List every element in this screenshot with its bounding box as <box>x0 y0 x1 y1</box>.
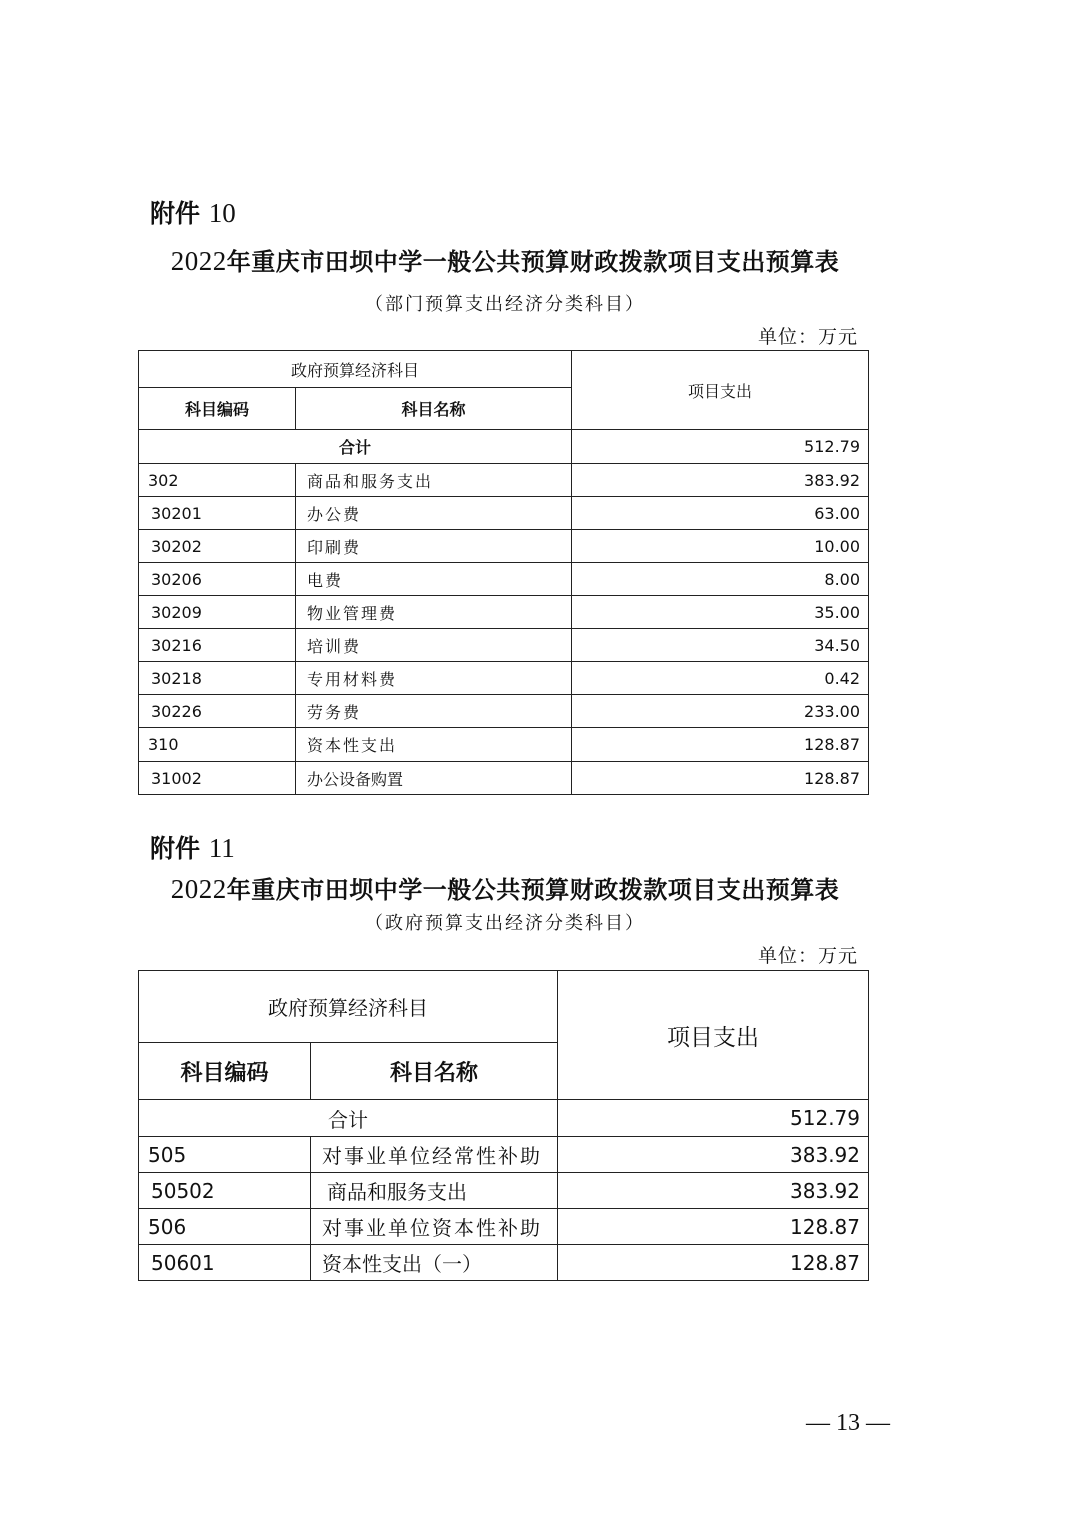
table-row <box>139 662 869 695</box>
code-cell: 30216 <box>139 629 296 662</box>
amount-cell: 34.50 <box>572 629 869 662</box>
table-row <box>139 563 869 596</box>
table-row <box>139 530 869 563</box>
name-cell: 电费 <box>296 563 572 596</box>
table-row <box>139 1173 869 1209</box>
name-cell: 对事业单位经常性补助 <box>311 1137 558 1173</box>
unit-label-2: 单位：万元 <box>757 945 858 967</box>
table-row <box>139 596 869 629</box>
table-row <box>139 1209 869 1245</box>
header-amount-cell: 项目支出 <box>558 971 869 1100</box>
code-cell: 506 <box>139 1209 311 1245</box>
code-cell: 30202 <box>139 530 296 563</box>
name-cell: 培训费 <box>296 629 572 662</box>
attachment-number: 11 <box>208 833 235 863</box>
header-amount-cell: 项目支出 <box>572 351 869 430</box>
name-cell: 对事业单位资本性补助 <box>311 1209 558 1245</box>
title-text: 年重庆市田坝中学一般公共预算财政拨款项目支出预算表 <box>226 876 840 904</box>
title-year: 2022 <box>170 246 227 276</box>
name-cell: 劳务费 <box>296 695 572 728</box>
table-row <box>139 762 869 795</box>
name-cell: 商品和服务支出 <box>296 464 572 497</box>
code-cell: 30218 <box>139 662 296 695</box>
table-row <box>139 695 869 728</box>
header-code-cell: 科目编码 <box>139 388 296 430</box>
amount-cell: 383.92 <box>558 1173 869 1209</box>
amount-cell: 10.00 <box>572 530 869 563</box>
amount-cell: 63.00 <box>572 497 869 530</box>
code-cell: 310 <box>139 728 296 762</box>
total-label-cell: 合计 <box>139 430 572 464</box>
page-number: — 13 — <box>806 1410 890 1436</box>
amount-cell: 128.87 <box>572 762 869 795</box>
table-subtitle-2: （政府预算支出经济分类科目） <box>365 913 645 934</box>
name-cell: 资本性支出 <box>296 728 572 762</box>
amount-cell: 233.00 <box>572 695 869 728</box>
attachment-number: 10 <box>208 198 236 228</box>
name-cell: 商品和服务支出 <box>311 1173 558 1209</box>
table-row <box>139 629 869 662</box>
table-title-1 <box>0 242 1010 277</box>
header-code-cell: 科目编码 <box>139 1043 311 1100</box>
budget-table-government <box>138 970 869 1281</box>
header-name-cell: 科目名称 <box>296 388 572 430</box>
name-cell: 办公设备购置 <box>296 762 572 795</box>
table-row <box>139 728 869 762</box>
attachment-label-11 <box>150 829 235 865</box>
amount-cell: 383.92 <box>572 464 869 497</box>
table-row <box>139 1137 869 1173</box>
amount-cell: 128.87 <box>572 728 869 762</box>
attachment-word: 附件 <box>150 834 201 863</box>
code-cell: 302 <box>139 464 296 497</box>
name-cell: 物业管理费 <box>296 596 572 629</box>
header-name-cell: 科目名称 <box>311 1043 558 1100</box>
name-cell: 资本性支出（一） <box>311 1245 558 1281</box>
code-cell: 505 <box>139 1137 311 1173</box>
amount-cell: 128.87 <box>558 1209 869 1245</box>
code-cell: 50601 <box>139 1245 311 1281</box>
table-row <box>139 464 869 497</box>
unit-label-1: 单位：万元 <box>757 326 858 348</box>
code-cell: 30201 <box>139 497 296 530</box>
code-cell: 31002 <box>139 762 296 795</box>
attachment-label-10 <box>150 194 236 230</box>
title-text: 年重庆市田坝中学一般公共预算财政拨款项目支出预算表 <box>226 248 840 276</box>
attachment-word: 附件 <box>150 199 201 228</box>
amount-cell: 128.87 <box>558 1245 869 1281</box>
header-row-group <box>139 971 869 1043</box>
code-cell: 30209 <box>139 596 296 629</box>
table-row <box>139 497 869 530</box>
table-subtitle-1: （部门预算支出经济分类科目） <box>365 294 645 315</box>
total-row <box>139 1100 869 1137</box>
name-cell: 印刷费 <box>296 530 572 563</box>
header-group-cell: 政府预算经济科目 <box>139 351 572 388</box>
total-amount-cell: 512.79 <box>558 1100 869 1137</box>
table-row <box>139 1245 869 1281</box>
amount-cell: 35.00 <box>572 596 869 629</box>
budget-table-department <box>138 350 869 795</box>
total-amount-cell: 512.79 <box>572 430 869 464</box>
code-cell: 30206 <box>139 563 296 596</box>
header-group-cell: 政府预算经济科目 <box>139 971 558 1043</box>
amount-cell: 383.92 <box>558 1137 869 1173</box>
name-cell: 办公费 <box>296 497 572 530</box>
header-row-group <box>139 351 869 388</box>
code-cell: 30226 <box>139 695 296 728</box>
name-cell: 专用材料费 <box>296 662 572 695</box>
amount-cell: 8.00 <box>572 563 869 596</box>
code-cell: 50502 <box>139 1173 311 1209</box>
amount-cell: 0.42 <box>572 662 869 695</box>
title-year: 2022 <box>170 874 227 904</box>
total-label-cell: 合计 <box>139 1100 558 1137</box>
total-row <box>139 430 869 464</box>
table-title-2 <box>0 870 1010 905</box>
